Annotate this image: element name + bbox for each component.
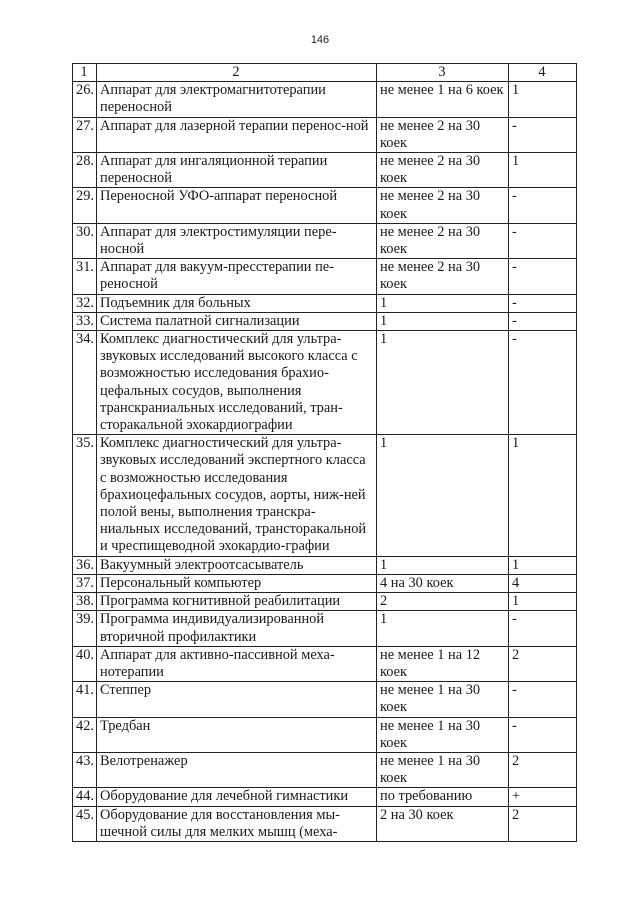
- table-row: [73, 294, 577, 312]
- equipment-name: Аппарат для активно-пассивной меха-нотерапии: [97, 646, 377, 681]
- equipment-name: Программа когнитивной реабилитации: [97, 593, 377, 611]
- row-number: 32.: [73, 294, 97, 312]
- equipment-quantity: 2 на 30 коек: [377, 806, 509, 841]
- equipment-column-4: +: [509, 788, 577, 806]
- equipment-quantity: 1: [377, 556, 509, 574]
- table-row: [73, 259, 577, 294]
- equipment-column-4: -: [509, 312, 577, 330]
- equipment-name: Оборудование для восстановления мы-шечной силы для мелких мышц (меха-: [97, 806, 377, 841]
- equipment-name: Комплекс диагностический для ультра-звуковых исследований высокого класса с возможностью исследования брахио-цефальных сосудов, выполнения транскраниальных исследований, тран-сторакальной эхокардиографии: [97, 331, 377, 435]
- equipment-quantity: не менее 1 на 30 коек: [377, 682, 509, 717]
- equipment-column-4: -: [509, 294, 577, 312]
- row-number: 30.: [73, 223, 97, 258]
- equipment-name: Переносной УФО-аппарат переносной: [97, 188, 377, 223]
- equipment-column-4: 2: [509, 646, 577, 681]
- equipment-quantity: 4 на 30 коек: [377, 574, 509, 592]
- table-row: [73, 556, 577, 574]
- equipment-quantity: не менее 2 на 30 коек: [377, 117, 509, 152]
- row-number: 44.: [73, 788, 97, 806]
- equipment-quantity: не менее 1 на 6 коек: [377, 82, 509, 117]
- equipment-quantity: не менее 2 на 30 коек: [377, 223, 509, 258]
- equipment-quantity: не менее 1 на 30 коек: [377, 752, 509, 787]
- equipment-name: Система палатной сигнализации: [97, 312, 377, 330]
- table-row: [73, 435, 577, 556]
- equipment-column-4: -: [509, 331, 577, 435]
- table-row: [73, 117, 577, 152]
- row-number: 36.: [73, 556, 97, 574]
- equipment-name: Комплекс диагностический для ультра-звуковых исследований экспертного класса с возможностью исследования брахиоцефальных сосудов, аорты, ниж-ней полой вены, выполнения транскра-ниальных исследований, трансторакальной и чреспищеводной эхокардио-графии: [97, 435, 377, 556]
- equipment-quantity: по требованию: [377, 788, 509, 806]
- equipment-column-4: 1: [509, 82, 577, 117]
- equipment-name: Аппарат для ингаляционной терапии переносной: [97, 153, 377, 188]
- equipment-name: Аппарат для лазерной терапии перенос-ной: [97, 117, 377, 152]
- equipment-column-4: -: [509, 682, 577, 717]
- equipment-name: Аппарат для электромагнитотерапии переносной: [97, 82, 377, 117]
- column-header-2: 2: [97, 64, 377, 82]
- equipment-name: Тредбан: [97, 717, 377, 752]
- table-row: [73, 682, 577, 717]
- row-number: 34.: [73, 331, 97, 435]
- table-row: [73, 188, 577, 223]
- table-row: [73, 223, 577, 258]
- row-number: 43.: [73, 752, 97, 787]
- equipment-column-4: -: [509, 611, 577, 646]
- equipment-quantity: 2: [377, 593, 509, 611]
- equipment-quantity: не менее 1 на 12 коек: [377, 646, 509, 681]
- equipment-quantity: 1: [377, 611, 509, 646]
- row-number: 42.: [73, 717, 97, 752]
- row-number: 26.: [73, 82, 97, 117]
- table-row: [73, 806, 577, 841]
- equipment-column-4: 2: [509, 806, 577, 841]
- table-body: [73, 82, 577, 842]
- equipment-name: Аппарат для вакуум-пресстерапии пе-реносной: [97, 259, 377, 294]
- table-row: [73, 752, 577, 787]
- table-row: [73, 312, 577, 330]
- equipment-column-4: -: [509, 717, 577, 752]
- table-row: [73, 82, 577, 117]
- equipment-name: Степпер: [97, 682, 377, 717]
- equipment-quantity: 1: [377, 312, 509, 330]
- equipment-name: Аппарат для электростимуляции пере-носной: [97, 223, 377, 258]
- equipment-quantity: не менее 2 на 30 коек: [377, 259, 509, 294]
- equipment-table: [72, 63, 577, 842]
- table-row: [73, 788, 577, 806]
- row-number: 37.: [73, 574, 97, 592]
- row-number: 33.: [73, 312, 97, 330]
- equipment-column-4: 1: [509, 556, 577, 574]
- row-number: 31.: [73, 259, 97, 294]
- row-number: 29.: [73, 188, 97, 223]
- equipment-column-4: 1: [509, 435, 577, 556]
- equipment-column-4: 1: [509, 153, 577, 188]
- row-number: 38.: [73, 593, 97, 611]
- table-row: [73, 611, 577, 646]
- equipment-name: Вакуумный электроотсасыватель: [97, 556, 377, 574]
- equipment-column-4: -: [509, 259, 577, 294]
- equipment-column-4: -: [509, 223, 577, 258]
- table-row: [73, 574, 577, 592]
- table-row: [73, 717, 577, 752]
- column-header-4: 4: [509, 64, 577, 82]
- equipment-quantity: 1: [377, 435, 509, 556]
- equipment-quantity: не менее 1 на 30 коек: [377, 717, 509, 752]
- equipment-name: Велотренажер: [97, 752, 377, 787]
- row-number: 40.: [73, 646, 97, 681]
- equipment-quantity: не менее 2 на 30 коек: [377, 153, 509, 188]
- column-header-1: 1: [73, 64, 97, 82]
- page-number: 146: [310, 34, 330, 46]
- row-number: 41.: [73, 682, 97, 717]
- equipment-quantity: 1: [377, 331, 509, 435]
- equipment-quantity: 1: [377, 294, 509, 312]
- column-header-3: 3: [377, 64, 509, 82]
- equipment-column-4: -: [509, 117, 577, 152]
- row-number: 45.: [73, 806, 97, 841]
- equipment-column-4: 1: [509, 593, 577, 611]
- table-row: [73, 646, 577, 681]
- row-number: 35.: [73, 435, 97, 556]
- equipment-name: Подъемник для больных: [97, 294, 377, 312]
- equipment-name: Персональный компьютер: [97, 574, 377, 592]
- equipment-name: Программа индивидуализированной вторичной профилактики: [97, 611, 377, 646]
- equipment-quantity: не менее 2 на 30 коек: [377, 188, 509, 223]
- row-number: 39.: [73, 611, 97, 646]
- table-header-row: [73, 64, 577, 82]
- table-row: [73, 153, 577, 188]
- row-number: 27.: [73, 117, 97, 152]
- row-number: 28.: [73, 153, 97, 188]
- equipment-column-4: 4: [509, 574, 577, 592]
- equipment-name: Оборудование для лечебной гимнастики: [97, 788, 377, 806]
- equipment-column-4: 2: [509, 752, 577, 787]
- table-row: [73, 331, 577, 435]
- equipment-column-4: -: [509, 188, 577, 223]
- table-row: [73, 593, 577, 611]
